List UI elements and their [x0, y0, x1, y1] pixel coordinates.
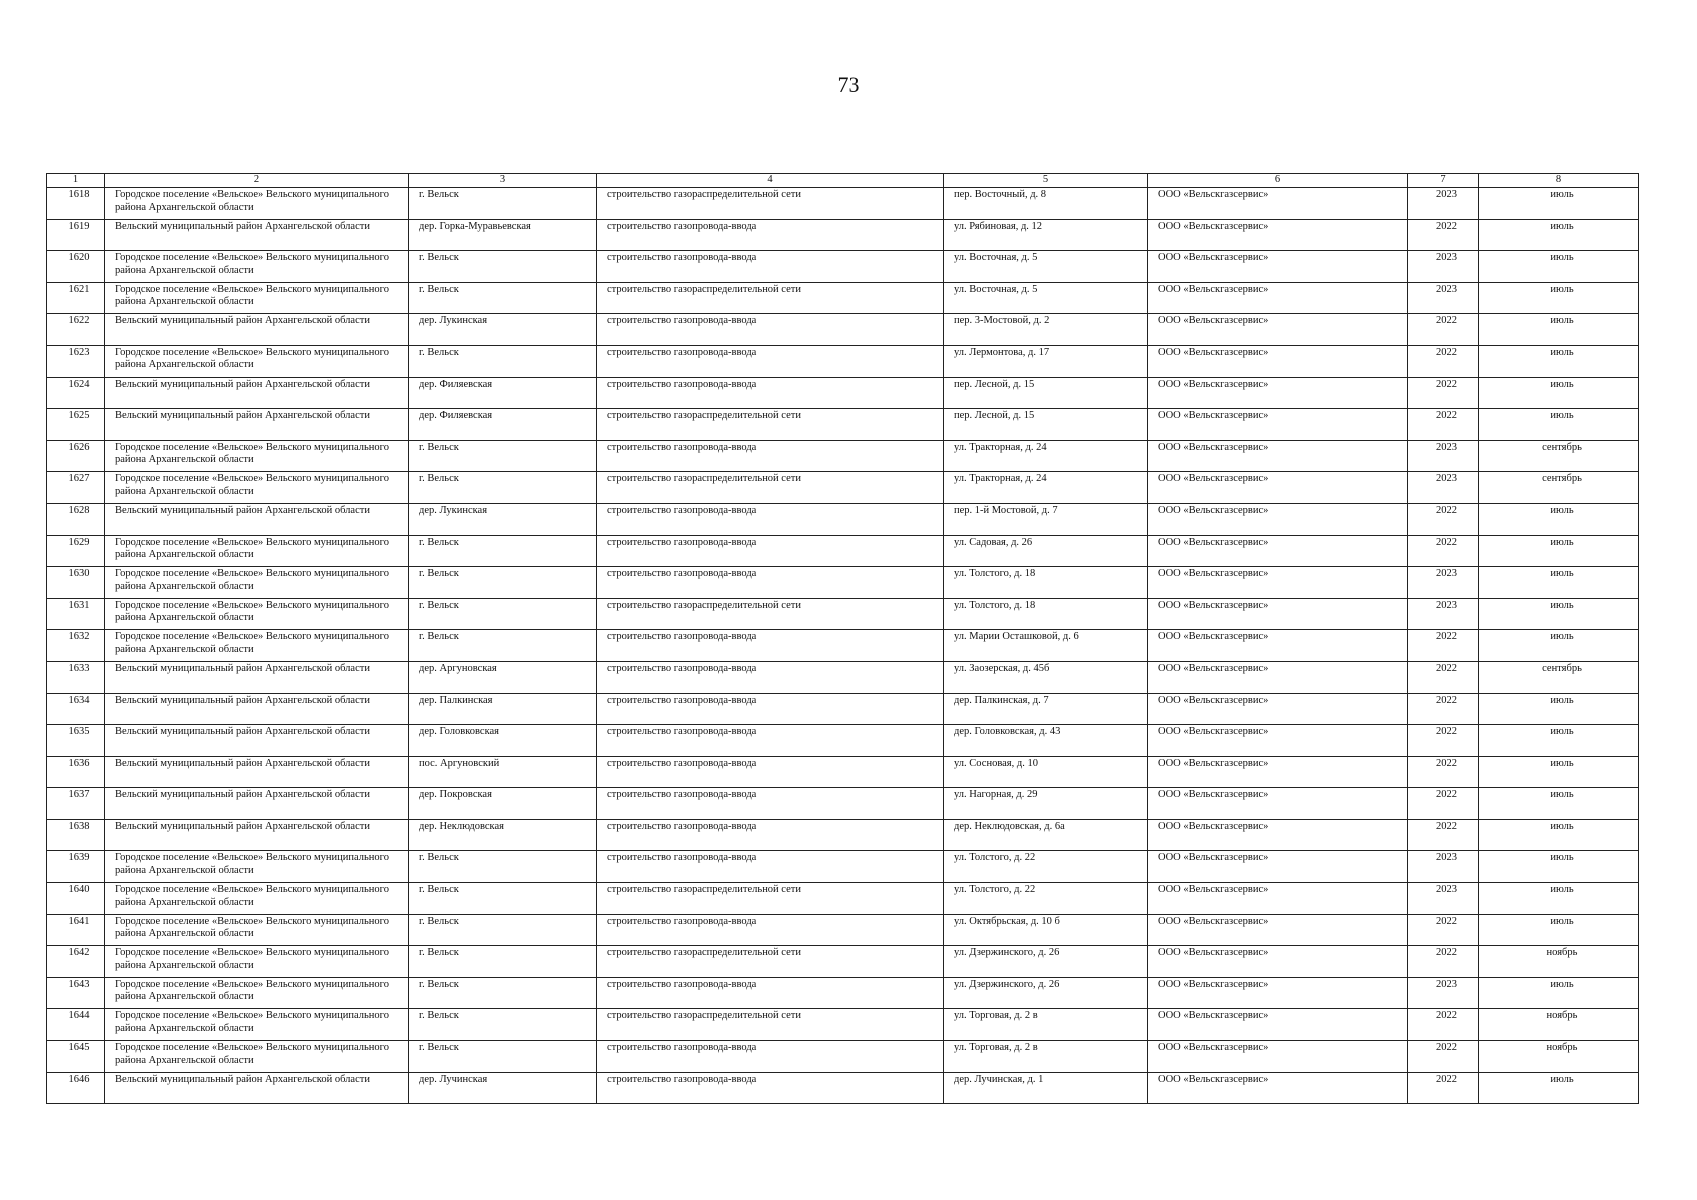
table-body	[47, 188, 1639, 1104]
table-row	[47, 377, 1639, 409]
settlement-cell: г. Вельск	[409, 946, 597, 978]
year-cell: 2023	[1408, 851, 1479, 883]
organization-cell: ООО «Вельскгазсервис»	[1148, 946, 1408, 978]
settlement-cell: г. Вельск	[409, 914, 597, 946]
work-type-cell: строительство газораспределительной сети	[597, 946, 944, 978]
settlement-cell: г. Вельск	[409, 977, 597, 1009]
row-number-cell: 1632	[47, 630, 105, 662]
municipality-cell: Городское поселение «Вельское» Вельского муниципального района Архангельской области	[105, 282, 409, 314]
month-cell: июль	[1479, 503, 1639, 535]
row-number-cell: 1636	[47, 756, 105, 788]
work-type-cell: строительство газораспределительной сети	[597, 409, 944, 441]
settlement-cell: дер. Неклюдовская	[409, 819, 597, 851]
work-type-cell: строительство газораспределительной сети	[597, 1009, 944, 1041]
address-cell: ул. Сосновая, д. 10	[944, 756, 1148, 788]
municipality-cell: Вельский муниципальный район Архангельской области	[105, 819, 409, 851]
year-cell: 2022	[1408, 535, 1479, 567]
table-row	[47, 314, 1639, 346]
row-number-cell: 1639	[47, 851, 105, 883]
settlement-cell: г. Вельск	[409, 851, 597, 883]
table-row	[47, 851, 1639, 883]
organization-cell: ООО «Вельскгазсервис»	[1148, 409, 1408, 441]
organization-cell: ООО «Вельскгазсервис»	[1148, 219, 1408, 251]
settlement-cell: дер. Лукинская	[409, 503, 597, 535]
work-type-cell: строительство газопровода-ввода	[597, 503, 944, 535]
row-number-cell: 1622	[47, 314, 105, 346]
month-cell: июль	[1479, 851, 1639, 883]
table-row	[47, 219, 1639, 251]
settlement-cell: г. Вельск	[409, 282, 597, 314]
work-type-cell: строительство газопровода-ввода	[597, 725, 944, 757]
work-type-cell: строительство газопровода-ввода	[597, 314, 944, 346]
organization-cell: ООО «Вельскгазсервис»	[1148, 1072, 1408, 1104]
row-number-cell: 1626	[47, 440, 105, 472]
organization-cell: ООО «Вельскгазсервис»	[1148, 851, 1408, 883]
organization-cell: ООО «Вельскгазсервис»	[1148, 377, 1408, 409]
row-number-cell: 1641	[47, 914, 105, 946]
year-cell: 2022	[1408, 314, 1479, 346]
row-number-cell: 1623	[47, 345, 105, 377]
settlement-cell: дер. Головковская	[409, 725, 597, 757]
table-row	[47, 409, 1639, 441]
settlement-cell: г. Вельск	[409, 1009, 597, 1041]
row-number-cell: 1633	[47, 661, 105, 693]
column-header: 6	[1148, 174, 1408, 188]
month-cell: сентябрь	[1479, 472, 1639, 504]
settlement-cell: г. Вельск	[409, 883, 597, 915]
row-number-cell: 1638	[47, 819, 105, 851]
address-cell: ул. Тракторная, д. 24	[944, 472, 1148, 504]
row-number-cell: 1625	[47, 409, 105, 441]
work-type-cell: строительство газораспределительной сети	[597, 188, 944, 220]
row-number-cell: 1646	[47, 1072, 105, 1104]
year-cell: 2022	[1408, 725, 1479, 757]
year-cell: 2022	[1408, 409, 1479, 441]
work-type-cell: строительство газопровода-ввода	[597, 567, 944, 599]
municipality-cell: Вельский муниципальный район Архангельской области	[105, 219, 409, 251]
year-cell: 2022	[1408, 1041, 1479, 1073]
row-number-cell: 1628	[47, 503, 105, 535]
row-number-cell: 1637	[47, 788, 105, 820]
address-cell: дер. Головковская, д. 43	[944, 725, 1148, 757]
work-type-cell: строительство газопровода-ввода	[597, 977, 944, 1009]
row-number-cell: 1630	[47, 567, 105, 599]
work-type-cell: строительство газопровода-ввода	[597, 819, 944, 851]
address-cell: ул. Толстого, д. 22	[944, 883, 1148, 915]
table-row	[47, 1041, 1639, 1073]
organization-cell: ООО «Вельскгазсервис»	[1148, 1009, 1408, 1041]
organization-cell: ООО «Вельскгазсервис»	[1148, 819, 1408, 851]
address-cell: пер. Лесной, д. 15	[944, 409, 1148, 441]
month-cell: июль	[1479, 409, 1639, 441]
month-cell: июль	[1479, 377, 1639, 409]
settlement-cell: дер. Покровская	[409, 788, 597, 820]
month-cell: июль	[1479, 756, 1639, 788]
year-cell: 2023	[1408, 567, 1479, 599]
organization-cell: ООО «Вельскгазсервис»	[1148, 251, 1408, 283]
municipality-cell: Городское поселение «Вельское» Вельского муниципального района Архангельской области	[105, 535, 409, 567]
address-cell: ул. Нагорная, д. 29	[944, 788, 1148, 820]
organization-cell: ООО «Вельскгазсервис»	[1148, 788, 1408, 820]
month-cell: июль	[1479, 977, 1639, 1009]
year-cell: 2022	[1408, 661, 1479, 693]
settlement-cell: г. Вельск	[409, 630, 597, 662]
organization-cell: ООО «Вельскгазсервис»	[1148, 535, 1408, 567]
month-cell: сентябрь	[1479, 440, 1639, 472]
municipality-cell: Вельский муниципальный район Архангельской области	[105, 693, 409, 725]
month-cell: сентябрь	[1479, 661, 1639, 693]
settlement-cell: г. Вельск	[409, 188, 597, 220]
municipality-cell: Вельский муниципальный район Архангельской области	[105, 788, 409, 820]
work-type-cell: строительство газопровода-ввода	[597, 535, 944, 567]
month-cell: июль	[1479, 345, 1639, 377]
table-row	[47, 282, 1639, 314]
work-type-cell: строительство газопровода-ввода	[597, 914, 944, 946]
month-cell: ноябрь	[1479, 1041, 1639, 1073]
organization-cell: ООО «Вельскгазсервис»	[1148, 693, 1408, 725]
organization-cell: ООО «Вельскгазсервис»	[1148, 188, 1408, 220]
header-row	[47, 174, 1639, 188]
year-cell: 2023	[1408, 977, 1479, 1009]
settlement-cell: дер. Филяевская	[409, 409, 597, 441]
year-cell: 2022	[1408, 345, 1479, 377]
year-cell: 2023	[1408, 282, 1479, 314]
month-cell: июль	[1479, 219, 1639, 251]
address-cell: ул. Толстого, д. 18	[944, 598, 1148, 630]
month-cell: июль	[1479, 535, 1639, 567]
address-cell: ул. Октябрьская, д. 10 б	[944, 914, 1148, 946]
table-row	[47, 661, 1639, 693]
work-type-cell: строительство газопровода-ввода	[597, 1072, 944, 1104]
address-cell: ул. Дзержинского, д. 26	[944, 946, 1148, 978]
address-cell: пер. 3-Мостовой, д. 2	[944, 314, 1148, 346]
municipality-cell: Городское поселение «Вельское» Вельского муниципального района Архангельской области	[105, 1041, 409, 1073]
settlement-cell: г. Вельск	[409, 472, 597, 504]
year-cell: 2022	[1408, 503, 1479, 535]
row-number-cell: 1629	[47, 535, 105, 567]
column-header: 4	[597, 174, 944, 188]
municipality-cell: Городское поселение «Вельское» Вельского муниципального района Архангельской области	[105, 472, 409, 504]
municipality-cell: Вельский муниципальный район Архангельской области	[105, 756, 409, 788]
address-cell: ул. Рябиновая, д. 12	[944, 219, 1148, 251]
table-row	[47, 535, 1639, 567]
gasification-table	[46, 173, 1639, 1104]
row-number-cell: 1620	[47, 251, 105, 283]
table-row	[47, 883, 1639, 915]
month-cell: июль	[1479, 819, 1639, 851]
settlement-cell: дер. Лукинская	[409, 314, 597, 346]
table-row	[47, 630, 1639, 662]
address-cell: ул. Торговая, д. 2 в	[944, 1041, 1148, 1073]
address-cell: ул. Марии Осташковой, д. 6	[944, 630, 1148, 662]
organization-cell: ООО «Вельскгазсервис»	[1148, 883, 1408, 915]
row-number-cell: 1634	[47, 693, 105, 725]
column-header: 8	[1479, 174, 1639, 188]
month-cell: июль	[1479, 314, 1639, 346]
municipality-cell: Городское поселение «Вельское» Вельского муниципального района Архангельской области	[105, 251, 409, 283]
work-type-cell: строительство газопровода-ввода	[597, 440, 944, 472]
settlement-cell: г. Вельск	[409, 251, 597, 283]
address-cell: ул. Заозерская, д. 45б	[944, 661, 1148, 693]
year-cell: 2023	[1408, 598, 1479, 630]
month-cell: июль	[1479, 282, 1639, 314]
month-cell: июль	[1479, 251, 1639, 283]
address-cell: дер. Лучинская, д. 1	[944, 1072, 1148, 1104]
municipality-cell: Городское поселение «Вельское» Вельского муниципального района Архангельской области	[105, 345, 409, 377]
organization-cell: ООО «Вельскгазсервис»	[1148, 472, 1408, 504]
year-cell: 2022	[1408, 219, 1479, 251]
work-type-cell: строительство газопровода-ввода	[597, 693, 944, 725]
table-row	[47, 725, 1639, 757]
work-type-cell: строительство газопровода-ввода	[597, 345, 944, 377]
organization-cell: ООО «Вельскгазсервис»	[1148, 630, 1408, 662]
year-cell: 2022	[1408, 693, 1479, 725]
table-row	[47, 946, 1639, 978]
organization-cell: ООО «Вельскгазсервис»	[1148, 914, 1408, 946]
year-cell: 2022	[1408, 1072, 1479, 1104]
municipality-cell: Вельский муниципальный район Архангельской области	[105, 314, 409, 346]
table-row	[47, 1009, 1639, 1041]
settlement-cell: г. Вельск	[409, 1041, 597, 1073]
settlement-cell: г. Вельск	[409, 598, 597, 630]
row-number-cell: 1643	[47, 977, 105, 1009]
organization-cell: ООО «Вельскгазсервис»	[1148, 503, 1408, 535]
address-cell: пер. Восточный, д. 8	[944, 188, 1148, 220]
municipality-cell: Городское поселение «Вельское» Вельского муниципального района Архангельской области	[105, 946, 409, 978]
organization-cell: ООО «Вельскгазсервис»	[1148, 756, 1408, 788]
work-type-cell: строительство газопровода-ввода	[597, 219, 944, 251]
address-cell: ул. Восточная, д. 5	[944, 282, 1148, 314]
settlement-cell: дер. Горка-Муравьевская	[409, 219, 597, 251]
municipality-cell: Вельский муниципальный район Архангельской области	[105, 503, 409, 535]
month-cell: июль	[1479, 1072, 1639, 1104]
month-cell: июль	[1479, 188, 1639, 220]
month-cell: июль	[1479, 567, 1639, 599]
year-cell: 2022	[1408, 946, 1479, 978]
year-cell: 2022	[1408, 914, 1479, 946]
column-header: 1	[47, 174, 105, 188]
municipality-cell: Вельский муниципальный район Архангельской области	[105, 661, 409, 693]
work-type-cell: строительство газопровода-ввода	[597, 1041, 944, 1073]
municipality-cell: Городское поселение «Вельское» Вельского муниципального района Архангельской области	[105, 914, 409, 946]
month-cell: июль	[1479, 630, 1639, 662]
table-row	[47, 598, 1639, 630]
settlement-cell: дер. Лучинская	[409, 1072, 597, 1104]
work-type-cell: строительство газопровода-ввода	[597, 377, 944, 409]
table-row	[47, 567, 1639, 599]
year-cell: 2023	[1408, 440, 1479, 472]
address-cell: дер. Палкинская, д. 7	[944, 693, 1148, 725]
table-row	[47, 788, 1639, 820]
work-type-cell: строительство газораспределительной сети	[597, 472, 944, 504]
settlement-cell: г. Вельск	[409, 440, 597, 472]
row-number-cell: 1631	[47, 598, 105, 630]
year-cell: 2022	[1408, 630, 1479, 662]
address-cell: дер. Неклюдовская, д. 6а	[944, 819, 1148, 851]
work-type-cell: строительство газопровода-ввода	[597, 661, 944, 693]
year-cell: 2022	[1408, 819, 1479, 851]
table-row	[47, 188, 1639, 220]
municipality-cell: Городское поселение «Вельское» Вельского муниципального района Архангельской области	[105, 598, 409, 630]
address-cell: ул. Толстого, д. 22	[944, 851, 1148, 883]
organization-cell: ООО «Вельскгазсервис»	[1148, 661, 1408, 693]
work-type-cell: строительство газораспределительной сети	[597, 598, 944, 630]
settlement-cell: г. Вельск	[409, 535, 597, 567]
year-cell: 2023	[1408, 472, 1479, 504]
row-number-cell: 1618	[47, 188, 105, 220]
page-number: 73	[837, 72, 860, 97]
table-row	[47, 1072, 1639, 1104]
municipality-cell: Городское поселение «Вельское» Вельского муниципального района Архангельской области	[105, 630, 409, 662]
column-header: 5	[944, 174, 1148, 188]
row-number-cell: 1644	[47, 1009, 105, 1041]
month-cell: июль	[1479, 788, 1639, 820]
work-type-cell: строительство газопровода-ввода	[597, 851, 944, 883]
settlement-cell: пос. Аргуновский	[409, 756, 597, 788]
address-cell: пер. Лесной, д. 15	[944, 377, 1148, 409]
organization-cell: ООО «Вельскгазсервис»	[1148, 725, 1408, 757]
row-number-cell: 1645	[47, 1041, 105, 1073]
table-row	[47, 819, 1639, 851]
year-cell: 2022	[1408, 1009, 1479, 1041]
settlement-cell: дер. Палкинская	[409, 693, 597, 725]
table-row	[47, 756, 1639, 788]
month-cell: июль	[1479, 883, 1639, 915]
month-cell: июль	[1479, 914, 1639, 946]
address-cell: ул. Лермонтова, д. 17	[944, 345, 1148, 377]
table-row	[47, 914, 1639, 946]
row-number-cell: 1627	[47, 472, 105, 504]
municipality-cell: Вельский муниципальный район Архангельской области	[105, 377, 409, 409]
column-header: 2	[105, 174, 409, 188]
address-cell: ул. Дзержинского, д. 26	[944, 977, 1148, 1009]
organization-cell: ООО «Вельскгазсервис»	[1148, 440, 1408, 472]
table-row	[47, 472, 1639, 504]
address-cell: ул. Восточная, д. 5	[944, 251, 1148, 283]
month-cell: июль	[1479, 693, 1639, 725]
table-row	[47, 251, 1639, 283]
municipality-cell: Городское поселение «Вельское» Вельского муниципального района Архангельской области	[105, 977, 409, 1009]
month-cell: ноябрь	[1479, 1009, 1639, 1041]
row-number-cell: 1624	[47, 377, 105, 409]
row-number-cell: 1642	[47, 946, 105, 978]
row-number-cell: 1621	[47, 282, 105, 314]
address-cell: ул. Тракторная, д. 24	[944, 440, 1148, 472]
table-row	[47, 345, 1639, 377]
row-number-cell: 1635	[47, 725, 105, 757]
settlement-cell: г. Вельск	[409, 345, 597, 377]
organization-cell: ООО «Вельскгазсервис»	[1148, 977, 1408, 1009]
row-number-cell: 1619	[47, 219, 105, 251]
municipality-cell: Вельский муниципальный район Архангельской области	[105, 725, 409, 757]
organization-cell: ООО «Вельскгазсервис»	[1148, 1041, 1408, 1073]
month-cell: июль	[1479, 725, 1639, 757]
address-cell: ул. Толстого, д. 18	[944, 567, 1148, 599]
settlement-cell: дер. Филяевская	[409, 377, 597, 409]
municipality-cell: Городское поселение «Вельское» Вельского муниципального района Архангельской области	[105, 851, 409, 883]
organization-cell: ООО «Вельскгазсервис»	[1148, 282, 1408, 314]
work-type-cell: строительство газопровода-ввода	[597, 251, 944, 283]
organization-cell: ООО «Вельскгазсервис»	[1148, 567, 1408, 599]
work-type-cell: строительство газопровода-ввода	[597, 630, 944, 662]
organization-cell: ООО «Вельскгазсервис»	[1148, 314, 1408, 346]
municipality-cell: Городское поселение «Вельское» Вельского муниципального района Архангельской области	[105, 440, 409, 472]
municipality-cell: Вельский муниципальный район Архангельской области	[105, 409, 409, 441]
year-cell: 2022	[1408, 756, 1479, 788]
work-type-cell: строительство газораспределительной сети	[597, 883, 944, 915]
work-type-cell: строительство газораспределительной сети	[597, 282, 944, 314]
year-cell: 2022	[1408, 377, 1479, 409]
table-row	[47, 503, 1639, 535]
row-number-cell: 1640	[47, 883, 105, 915]
year-cell: 2023	[1408, 251, 1479, 283]
municipality-cell: Городское поселение «Вельское» Вельского муниципального района Архангельской области	[105, 567, 409, 599]
address-cell: пер. 1-й Мостовой, д. 7	[944, 503, 1148, 535]
municipality-cell: Городское поселение «Вельское» Вельского муниципального района Архангельской области	[105, 1009, 409, 1041]
work-type-cell: строительство газопровода-ввода	[597, 788, 944, 820]
municipality-cell: Городское поселение «Вельское» Вельского муниципального района Архангельской области	[105, 188, 409, 220]
address-cell: ул. Садовая, д. 26	[944, 535, 1148, 567]
year-cell: 2023	[1408, 188, 1479, 220]
work-type-cell: строительство газопровода-ввода	[597, 756, 944, 788]
month-cell: июль	[1479, 598, 1639, 630]
organization-cell: ООО «Вельскгазсервис»	[1148, 598, 1408, 630]
address-cell: ул. Торговая, д. 2 в	[944, 1009, 1148, 1041]
settlement-cell: г. Вельск	[409, 567, 597, 599]
table-row	[47, 977, 1639, 1009]
table-row	[47, 693, 1639, 725]
year-cell: 2022	[1408, 788, 1479, 820]
year-cell: 2023	[1408, 883, 1479, 915]
municipality-cell: Городское поселение «Вельское» Вельского муниципального района Архангельской области	[105, 883, 409, 915]
table-row	[47, 440, 1639, 472]
month-cell: ноябрь	[1479, 946, 1639, 978]
column-header: 3	[409, 174, 597, 188]
settlement-cell: дер. Аргуновская	[409, 661, 597, 693]
column-header: 7	[1408, 174, 1479, 188]
organization-cell: ООО «Вельскгазсервис»	[1148, 345, 1408, 377]
municipality-cell: Вельский муниципальный район Архангельской области	[105, 1072, 409, 1104]
